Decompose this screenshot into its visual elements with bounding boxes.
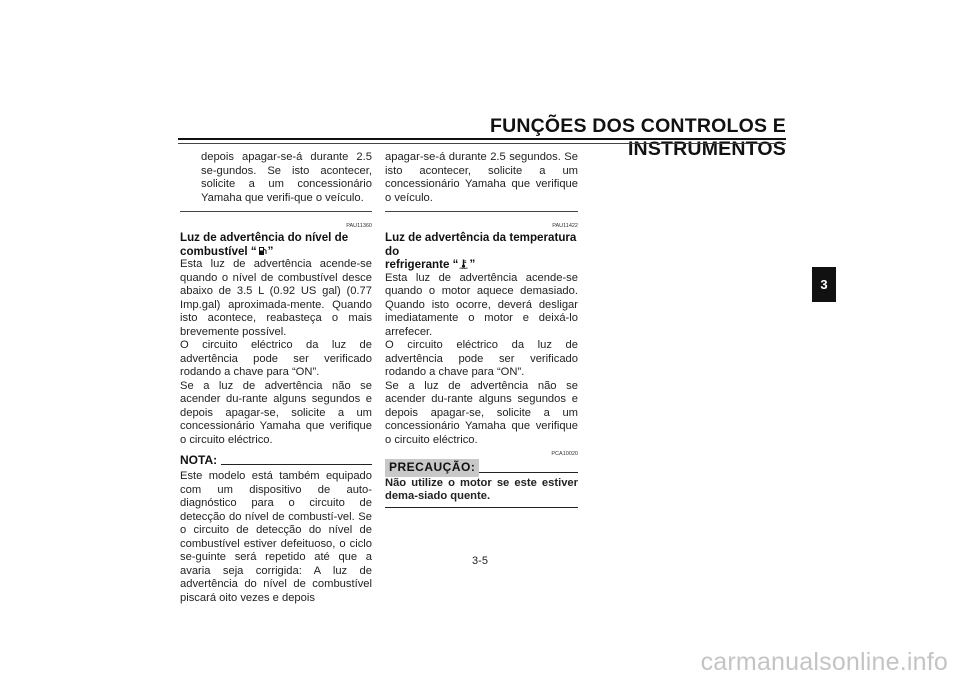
- nota-header: [180, 454, 372, 467]
- coolant-paragraph-2: O circuito eléctrico da luz de advertência pode ser verificado rodando a chave para “ON”.: [385, 339, 578, 378]
- coolant-heading-line1: Luz de advertência da temperatura do: [385, 231, 577, 258]
- nota-label: NOTA:: [180, 453, 218, 467]
- page-header-title: FUNÇÕES DOS CONTROLOS E INSTRUMENTOS: [489, 115, 786, 160]
- fuel-paragraph-2: O circuito eléctrico da luz de advertência pode ser verificado rodando a chave para “ON”.: [180, 339, 372, 378]
- chapter-tab: 3: [812, 267, 836, 302]
- continued-paragraph-right: apagar-se-á durante 2.5 segundos. Se isto acontecer, solicite a um concessionário Yamaha que verifique o veículo.: [385, 151, 578, 204]
- fuel-paragraph-1: Esta luz de advertência acende-se quando o nível de combustível desce abaixo de 3.5 L (0.92 US gal) (0.77 Imp.gal) aproximada-mente. Quando isto acontece, reabasteça o mais brevemente possível.: [180, 258, 372, 338]
- caution-code: PCA10020: [551, 451, 578, 457]
- coolant-warning-heading: [385, 231, 578, 272]
- section-divider: [180, 211, 372, 212]
- nota-rule: [221, 464, 372, 465]
- fuel-warning-heading: [180, 231, 372, 258]
- header-rule-thin: [178, 143, 786, 144]
- watermark: carmanualsonline.info: [700, 648, 948, 676]
- fuel-heading-line1: Luz de advertência do nível de: [180, 231, 349, 244]
- coolant-paragraph-3: Se a luz de advertência não se acender du-rante alguns segundos e depois apagar-se, solicite a um concessionário Yamaha que verifique o circuito eléctrico.: [385, 379, 578, 446]
- coolant-heading-prefix: refrigerante “: [385, 258, 459, 271]
- coolant-temperature-icon: [459, 259, 468, 269]
- header-rule: [178, 138, 786, 140]
- section-code-right: PAU11422: [552, 223, 578, 229]
- coolant-paragraph-1: Esta luz de advertência acende-se quando o motor aquece demasiado. Quando isto ocorre, deverá desligar imediatamente o motor e deixá-lo arrefecer.: [385, 271, 578, 338]
- fuel-pump-icon: [258, 246, 267, 256]
- caution-header: [385, 459, 578, 477]
- fuel-paragraph-3: Se a luz de advertência não se acender du-rante alguns segundos e depois apagar-se, solicite a um concessionário Yamaha que verifique o circuito eléctrico.: [180, 379, 372, 446]
- nota-text: Este modelo está também equipado com um dispositivo de auto-diagnóstico para o circuito de detecção do nível de combustí-vel. Se o circuito de detecção do nível de combustível estiver defeituoso, o ciclo se-guinte será repetido até que a avaria seja corrigida: A luz de advertência do nível de combustível piscará oito vezes e depois: [180, 470, 372, 604]
- fuel-heading-suffix: ”: [267, 244, 274, 258]
- caution-text: Não utilize o motor se este estiver dema-siado quente.: [385, 476, 578, 502]
- section-code: PAU11360: [346, 223, 372, 229]
- caution-end-rule: [385, 507, 578, 508]
- caution-rule: [479, 472, 578, 473]
- left-column: [180, 151, 372, 605]
- fuel-heading-prefix: combustível “: [180, 244, 257, 258]
- right-column: [385, 151, 578, 512]
- caution-label: PRECAUÇÃO:: [385, 459, 479, 477]
- coolant-heading-suffix: ”: [469, 258, 476, 271]
- continued-paragraph: depois apagar-se-á durante 2.5 se-gundos. Se isto acontecer, solicite a um concessionário Yamaha que verifi-que o veículo.: [201, 151, 372, 204]
- page-number: 3-5: [472, 555, 488, 567]
- section-divider-right: [385, 211, 578, 212]
